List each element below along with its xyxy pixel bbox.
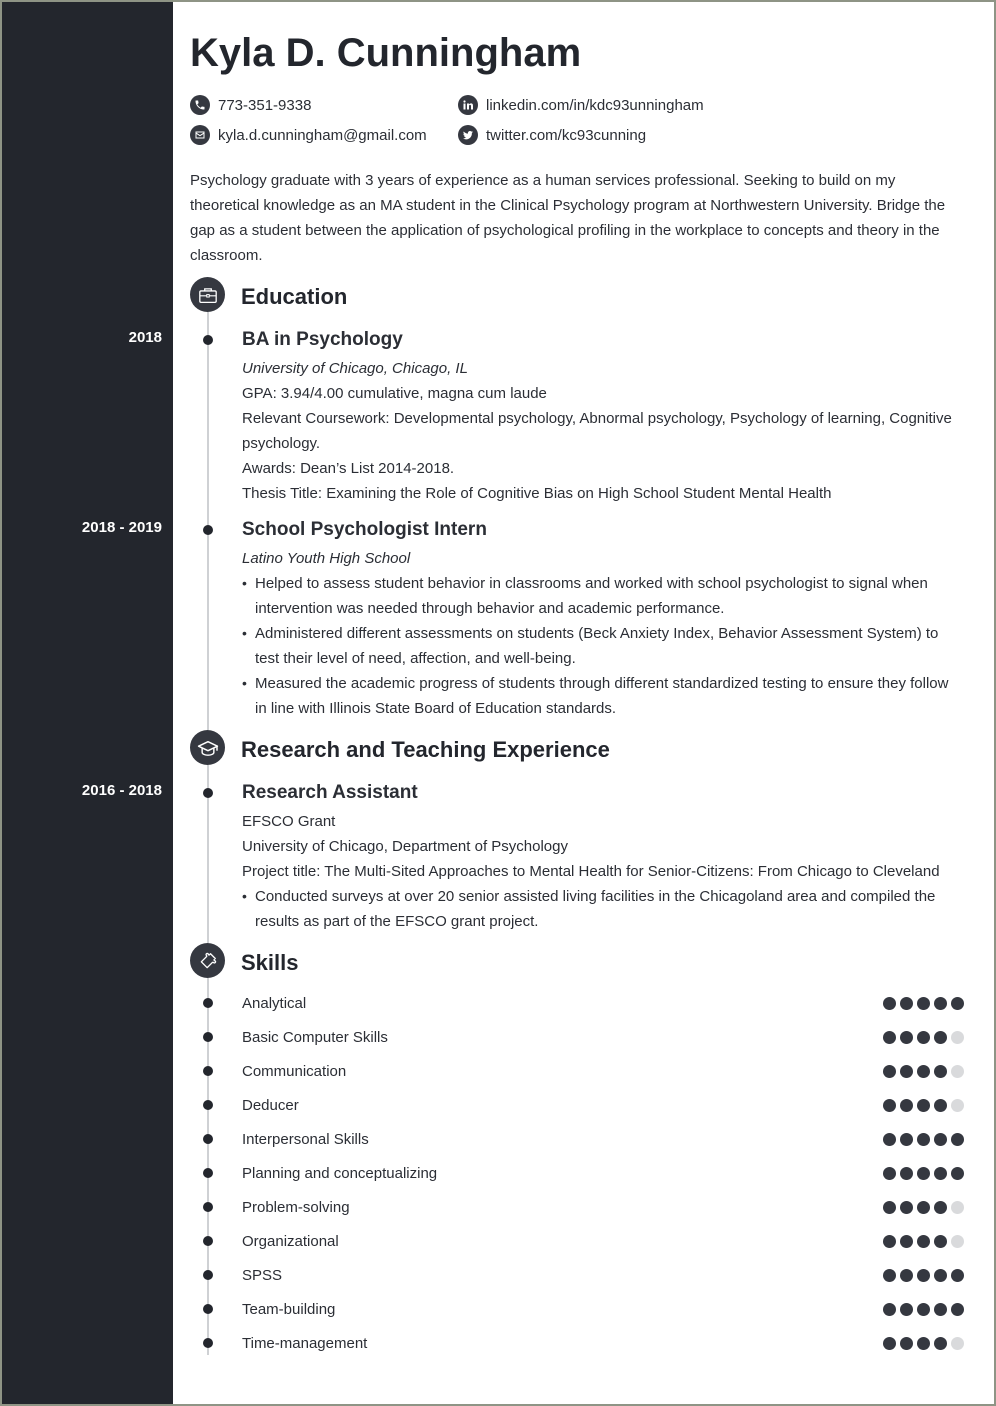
timeline-dot bbox=[203, 1270, 213, 1280]
entry-grant: EFSCO Grant bbox=[242, 813, 336, 830]
rating-dot-filled bbox=[917, 1167, 930, 1180]
rating-dot-filled bbox=[934, 1133, 947, 1146]
linkedin-text[interactable]: linkedin.com/in/kdc93unningham bbox=[486, 96, 704, 114]
rating-dot-filled bbox=[934, 1065, 947, 1078]
entry-coursework: Relevant Coursework: Developmental psychology, Abnormal psychology, Psychology of learning, Cognitive psychology. bbox=[242, 410, 952, 452]
rating-dot-filled bbox=[951, 997, 964, 1010]
phone-text: 773-351-9338 bbox=[218, 96, 312, 114]
rating-dot-empty bbox=[951, 1235, 964, 1248]
rating-dot-filled bbox=[883, 997, 896, 1010]
rating-dot-filled bbox=[934, 1235, 947, 1248]
twitter-icon bbox=[458, 125, 478, 145]
candidate-name: Kyla D. Cunningham bbox=[190, 31, 582, 75]
skill-row bbox=[242, 1129, 964, 1149]
timeline-dot bbox=[203, 1304, 213, 1314]
rating-dot-filled bbox=[883, 1201, 896, 1214]
rating-dot-filled bbox=[951, 1133, 964, 1146]
rating-dot-filled bbox=[900, 1201, 913, 1214]
linkedin-icon bbox=[458, 95, 478, 115]
timeline-education bbox=[207, 312, 209, 730]
entry-bullets bbox=[242, 884, 962, 934]
section-title-education: Education bbox=[241, 284, 348, 309]
skill-name: Analytical bbox=[242, 994, 307, 1012]
skill-row bbox=[242, 1299, 964, 1319]
rating-dot-filled bbox=[883, 1303, 896, 1316]
skill-name: Communication bbox=[242, 1062, 347, 1080]
rating-dot-filled bbox=[934, 1031, 947, 1044]
timeline-dot bbox=[203, 1134, 213, 1144]
rating-dot-filled bbox=[900, 1235, 913, 1248]
rating-dot-empty bbox=[951, 1031, 964, 1044]
section-title-skills: Skills bbox=[241, 950, 299, 975]
research-date-1: 2016 - 2018 bbox=[81, 782, 162, 799]
rating-dot-filled bbox=[883, 1235, 896, 1248]
skill-row bbox=[242, 1061, 964, 1081]
puzzle-icon bbox=[190, 943, 225, 978]
timeline-dot bbox=[203, 1236, 213, 1246]
skill-name: Organizational bbox=[242, 1232, 339, 1250]
list-item: • Conducted surveys at over 20 senior assisted living facilities in the Chicagoland area and compiled the results as part of the EFSCO grant project. bbox=[242, 884, 962, 934]
list-item: • Measured the academic progress of students through different standardized testing to ensure they follow in line with Illinois State Board of Education standards. bbox=[242, 671, 962, 721]
rating-dot-filled bbox=[934, 1099, 947, 1112]
rating-dot-empty bbox=[951, 1099, 964, 1112]
rating-dot-filled bbox=[900, 1167, 913, 1180]
summary: Psychology graduate with 3 years of experience as a human services professional. Seeking to build on my theoretical knowledge as an MA student in the Clinical Psychology program at Northwestern University. Bridge the gap as a student between the application of psychological profiling in the workplace to concepts and theory in the classroom. bbox=[190, 172, 946, 264]
rating-dot-filled bbox=[934, 1201, 947, 1214]
rating-dot-filled bbox=[934, 997, 947, 1010]
rating-dot-empty bbox=[951, 1065, 964, 1078]
rating-dot-filled bbox=[900, 1099, 913, 1112]
skill-name: Planning and conceptualizing bbox=[242, 1164, 438, 1182]
rating-dot-filled bbox=[900, 1269, 913, 1282]
skill-rating bbox=[883, 1133, 964, 1146]
timeline-dot bbox=[203, 788, 213, 798]
entry-thesis: Thesis Title: Examining the Role of Cognitive Bias on High School Student Mental Health bbox=[242, 485, 832, 502]
entry-gpa: GPA: 3.94/4.00 cumulative, magna cum laude bbox=[242, 385, 547, 402]
timeline-dot bbox=[203, 1168, 213, 1178]
timeline-dot bbox=[203, 1032, 213, 1042]
contact-twitter bbox=[458, 124, 646, 146]
entry-title: Research Assistant bbox=[242, 782, 418, 803]
skill-row bbox=[242, 1197, 964, 1217]
entry-project: Project title: The Multi-Sited Approaches to Mental Health for Senior-Citizens: From Chicago to Cleveland bbox=[242, 863, 940, 880]
timeline-dot bbox=[203, 525, 213, 535]
rating-dot-filled bbox=[883, 1167, 896, 1180]
skill-rating bbox=[883, 1269, 964, 1282]
entry-institution: Latino Youth High School bbox=[242, 550, 411, 567]
rating-dot-filled bbox=[934, 1167, 947, 1180]
phone-icon bbox=[190, 95, 210, 115]
skill-rating bbox=[883, 1337, 964, 1350]
rating-dot-empty bbox=[951, 1337, 964, 1350]
skill-name: Basic Computer Skills bbox=[242, 1028, 388, 1046]
skill-rating bbox=[883, 1303, 964, 1316]
rating-dot-filled bbox=[917, 1133, 930, 1146]
section-title-research: Research and Teaching Experience bbox=[241, 737, 610, 762]
timeline-dot bbox=[203, 1066, 213, 1076]
skill-rating bbox=[883, 1235, 964, 1248]
rating-dot-filled bbox=[917, 997, 930, 1010]
skill-rating bbox=[883, 1201, 964, 1214]
entry-awards: Awards: Dean’s List 2014-2018. bbox=[242, 460, 455, 477]
skill-row bbox=[242, 1333, 964, 1353]
timeline-dot bbox=[203, 1100, 213, 1110]
rating-dot-filled bbox=[917, 1303, 930, 1316]
rating-dot-filled bbox=[900, 1303, 913, 1316]
skill-name: Problem-solving bbox=[242, 1198, 350, 1216]
rating-dot-filled bbox=[883, 1031, 896, 1044]
entry-title: School Psychologist Intern bbox=[242, 519, 487, 540]
skill-row bbox=[242, 1231, 964, 1251]
rating-dot-filled bbox=[917, 1099, 930, 1112]
entry-institution: University of Chicago, Chicago, IL bbox=[242, 360, 468, 377]
twitter-text[interactable]: twitter.com/kc93cunning bbox=[486, 126, 647, 144]
education-date-1: 2018 bbox=[128, 329, 162, 346]
email-icon bbox=[190, 125, 210, 145]
rating-dot-filled bbox=[917, 1337, 930, 1350]
briefcase-icon bbox=[190, 277, 225, 312]
timeline-dot bbox=[203, 998, 213, 1008]
skill-row bbox=[242, 1027, 964, 1047]
sidebar bbox=[2, 2, 173, 1404]
skill-name: SPSS bbox=[242, 1266, 283, 1284]
entry-title: BA in Psychology bbox=[242, 329, 403, 350]
rating-dot-filled bbox=[883, 1269, 896, 1282]
skill-row bbox=[242, 1163, 964, 1183]
rating-dot-filled bbox=[917, 1065, 930, 1078]
skill-row bbox=[242, 1095, 964, 1115]
email-text[interactable]: kyla.d.cunningham@gmail.com bbox=[218, 126, 427, 144]
rating-dot-filled bbox=[883, 1065, 896, 1078]
rating-dot-filled bbox=[951, 1167, 964, 1180]
skill-rating bbox=[883, 997, 964, 1010]
skill-rating bbox=[883, 1167, 964, 1180]
list-item: • Helped to assess student behavior in classrooms and worked with school psychologist to signal when intervention was needed through behavior and academic performance. bbox=[242, 571, 962, 621]
skill-name: Team-building bbox=[242, 1300, 336, 1318]
rating-dot-filled bbox=[900, 1337, 913, 1350]
timeline-dot bbox=[203, 335, 213, 345]
rating-dot-filled bbox=[917, 1269, 930, 1282]
skill-rating bbox=[883, 1099, 964, 1112]
list-item: • Administered different assessments on students (Beck Anxiety Index, Behavior Assessment System) to test their level of need, affection, and well-being. bbox=[242, 621, 962, 671]
entry-department: University of Chicago, Department of Psychology bbox=[242, 838, 568, 855]
rating-dot-filled bbox=[900, 1031, 913, 1044]
skill-name: Interpersonal Skills bbox=[242, 1130, 369, 1148]
rating-dot-filled bbox=[934, 1303, 947, 1316]
rating-dot-filled bbox=[917, 1031, 930, 1044]
rating-dot-filled bbox=[934, 1337, 947, 1350]
contact-email bbox=[190, 124, 427, 146]
timeline-dot bbox=[203, 1338, 213, 1348]
rating-dot-filled bbox=[883, 1337, 896, 1350]
rating-dot-filled bbox=[934, 1269, 947, 1282]
skill-name: Time-management bbox=[242, 1334, 368, 1352]
education-date-2: 2018 - 2019 bbox=[81, 519, 162, 536]
rating-dot-filled bbox=[900, 997, 913, 1010]
contact-phone bbox=[190, 94, 311, 116]
entry-bullets bbox=[242, 571, 962, 721]
rating-dot-filled bbox=[951, 1303, 964, 1316]
skill-rating bbox=[883, 1031, 964, 1044]
skill-row bbox=[242, 1265, 964, 1285]
rating-dot-filled bbox=[900, 1065, 913, 1078]
rating-dot-filled bbox=[917, 1235, 930, 1248]
rating-dot-filled bbox=[917, 1201, 930, 1214]
rating-dot-filled bbox=[951, 1269, 964, 1282]
rating-dot-filled bbox=[883, 1133, 896, 1146]
rating-dot-filled bbox=[900, 1133, 913, 1146]
rating-dot-empty bbox=[951, 1201, 964, 1214]
skill-row bbox=[242, 993, 964, 1013]
skill-rating bbox=[883, 1065, 964, 1078]
skill-name: Deducer bbox=[242, 1096, 299, 1114]
timeline-dot bbox=[203, 1202, 213, 1212]
graduation-cap-icon bbox=[190, 730, 225, 765]
contact-linkedin bbox=[458, 94, 704, 116]
rating-dot-filled bbox=[883, 1099, 896, 1112]
